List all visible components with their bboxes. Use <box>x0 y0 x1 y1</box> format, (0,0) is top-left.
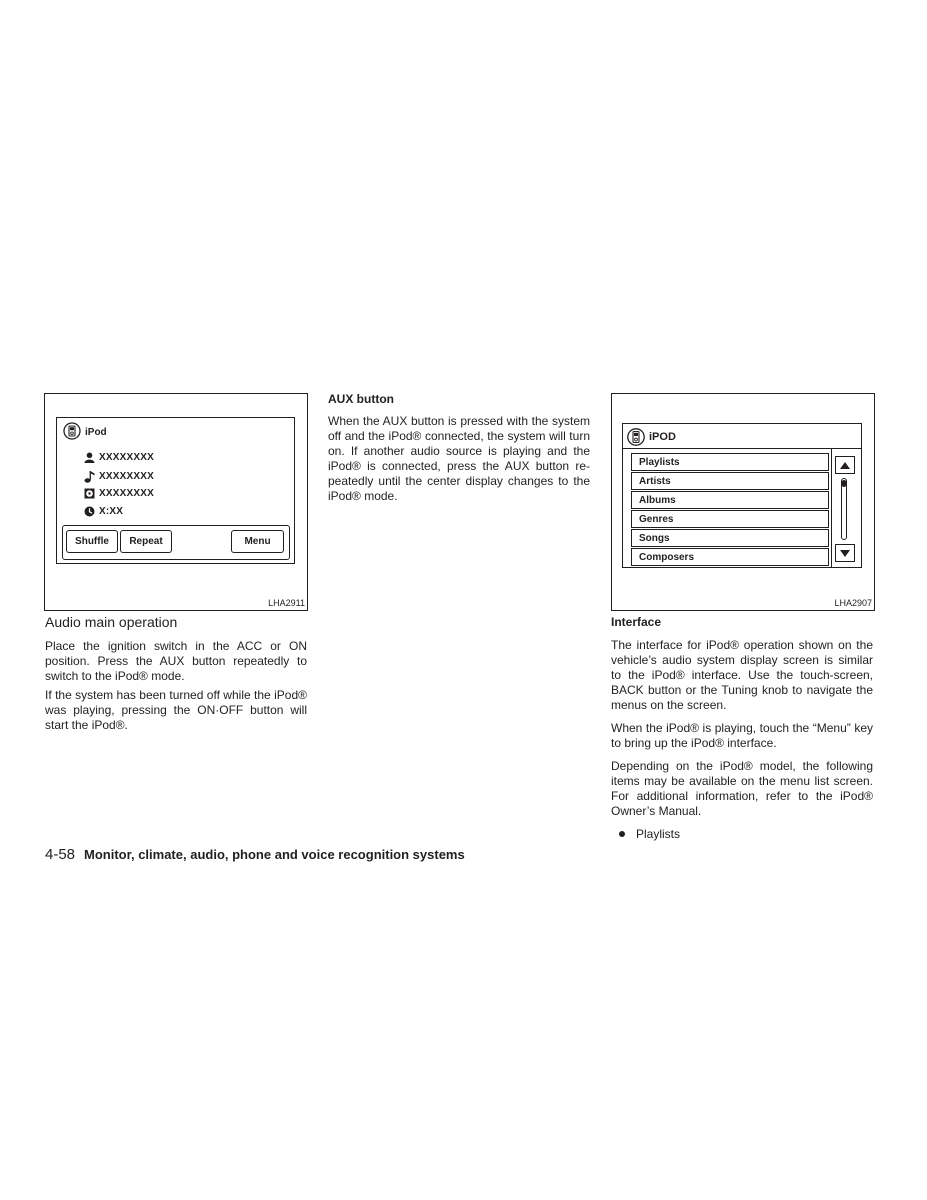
bullet-text: Playlists <box>636 827 681 841</box>
figure-ipod-menu-screen <box>611 393 875 611</box>
section-title: Monitor, climate, audio, phone and voice recognition systems <box>84 847 465 862</box>
time-text: X:XX <box>99 506 124 517</box>
bullet-item <box>619 827 680 841</box>
music-note-icon <box>84 470 95 483</box>
paragraph: If the system has been turned off while the iPod® was playing, pressing the ON·OFF button will start the iPod®. <box>45 688 307 732</box>
screen-title: iPOD <box>649 431 676 443</box>
menu-item-composers[interactable]: Composers <box>631 548 829 566</box>
section-heading-audio-main-operation: Audio main operation <box>45 614 178 630</box>
artist-icon <box>84 452 95 463</box>
audio-display-screen <box>56 417 295 564</box>
album-icon <box>84 488 95 499</box>
paragraph: Depending on the iPod® model, the following items may be available on the menu list screen. For additional information, refer to the iPod® Owner’s Manual. <box>611 759 873 818</box>
clock-icon <box>84 506 95 517</box>
scrollbar-track[interactable] <box>841 478 847 540</box>
paragraph: The interface for iPod® operation shown on the vehicle’s audio system display screen is similar to the iPod® interface. Use the touch-screen, BACK button or the Tuning knob to navigate the menus on the screen. <box>611 638 873 712</box>
menu-item-playlists[interactable]: Playlists <box>631 453 829 471</box>
menu-button[interactable]: Menu <box>231 530 284 553</box>
album-text: XXXXXXXX <box>99 488 154 499</box>
ipod-icon <box>627 427 645 447</box>
screen-title: iPod <box>85 427 107 438</box>
menu-item-genres[interactable]: Genres <box>631 510 829 528</box>
shuffle-button[interactable]: Shuffle <box>66 530 118 553</box>
artist-text: XXXXXXXX <box>99 452 154 463</box>
page-footer <box>45 846 465 863</box>
menu-item-songs[interactable]: Songs <box>631 529 829 547</box>
section-heading-aux-button: AUX button <box>328 392 394 406</box>
ipod-menu-screen <box>622 423 862 568</box>
figure-audio-main-screen <box>44 393 308 611</box>
figure-id: LHA2911 <box>268 598 305 608</box>
track-info-row <box>84 470 154 483</box>
song-text: XXXXXXXX <box>99 471 154 482</box>
paragraph: When the iPod® is playing, touch the “Menu” key to bring up the iPod® interface. <box>611 721 873 750</box>
scrollbar-thumb[interactable] <box>842 480 846 487</box>
menu-item-albums[interactable]: Albums <box>631 491 829 509</box>
bullet-icon <box>619 831 625 837</box>
down-arrow-icon <box>840 550 850 557</box>
page-number: 4-58 <box>45 846 76 863</box>
repeat-button[interactable]: Repeat <box>120 530 172 553</box>
track-info-row <box>84 452 154 463</box>
menu-item-artists[interactable]: Artists <box>631 472 829 490</box>
ipod-icon <box>63 422 81 440</box>
paragraph: Place the ignition switch in the ACC or ON position. Press the AUX button repeatedly to switch to the iPod® mode. <box>45 639 307 683</box>
track-info-row <box>84 506 123 517</box>
header-divider <box>623 448 861 449</box>
scroll-down-button[interactable] <box>835 544 855 562</box>
section-heading-interface: Interface <box>611 615 662 629</box>
scroll-up-button[interactable] <box>835 456 855 474</box>
figure-id: LHA2907 <box>834 598 872 608</box>
track-info-row <box>84 488 154 499</box>
paragraph: When the AUX button is pressed with the system off and the iPod® connected, the system will turn on. If another audio source is playing and the iPod® is connected, press the AUX button re-peatedly until the center display changes to the iPod® mode. <box>328 414 590 503</box>
scroll-divider <box>831 449 832 567</box>
up-arrow-icon <box>840 462 850 469</box>
button-bar <box>62 525 290 560</box>
